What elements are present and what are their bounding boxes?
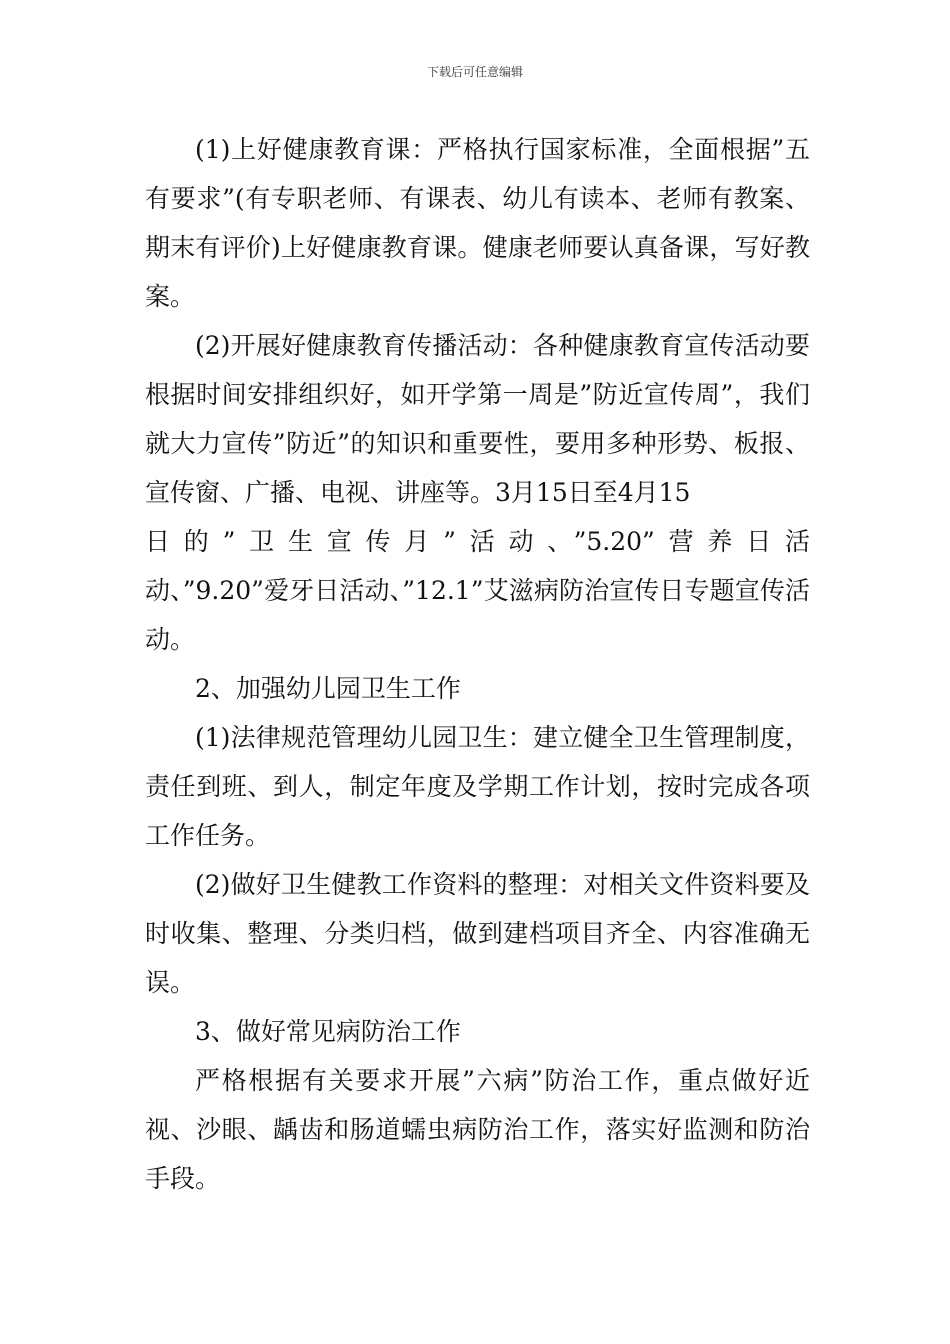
paragraph-hygiene-records: (2)做好卫生健教工作资料的整理：对相关文件资料要及时收集、整理、分类归档，做到建档项目齐全、内容准确无误。 — [145, 870, 810, 997]
section-heading-hygiene: 2、加强幼儿园卫生工作 — [195, 674, 461, 703]
section-heading-disease-prevention: 3、做好常见病防治工作 — [195, 1017, 461, 1046]
paragraph-health-activities-cont-2: 动、”9.20”爱牙日活动、”12.1”艾滋病防治宣传日专题宣传活动。 — [145, 576, 810, 654]
document-body — [145, 125, 810, 1203]
paragraph-health-activities-cont-1: 日的”卫生宣传月”活动、”5.20”营养日活 — [145, 527, 810, 556]
paragraph-disease-prevention: 严格根据有关要求开展”六病”防治工作，重点做好近视、沙眼、龋齿和肠道蠕虫病防治工作，落实好监测和防治手段。 — [145, 1066, 810, 1193]
paragraph-health-class: (1)上好健康教育课：严格执行国家标准，全面根据”五有要求”(有专职老师、有课表、幼儿有读本、老师有教案、期末有评价)上好健康教育课。健康老师要认真备课，写好教案。 — [145, 135, 810, 311]
page-header-note: 下载后可任意编辑 — [426, 65, 523, 79]
paragraph-health-activities: (2)开展好健康教育传播活动：各种健康教育宣传活动要根据时间安排组织好，如开学第一周是”防近宣传周”，我们就大力宣传”防近”的知识和重要性，要用多种形势、板报、宣传窗、广播、电视、讲座等。3月15日至4月15 — [145, 331, 810, 507]
paragraph-hygiene-management: (1)法律规范管理幼儿园卫生：建立健全卫生管理制度，责任到班、到人，制定年度及学期工作计划，按时完成各项工作任务。 — [145, 723, 810, 850]
